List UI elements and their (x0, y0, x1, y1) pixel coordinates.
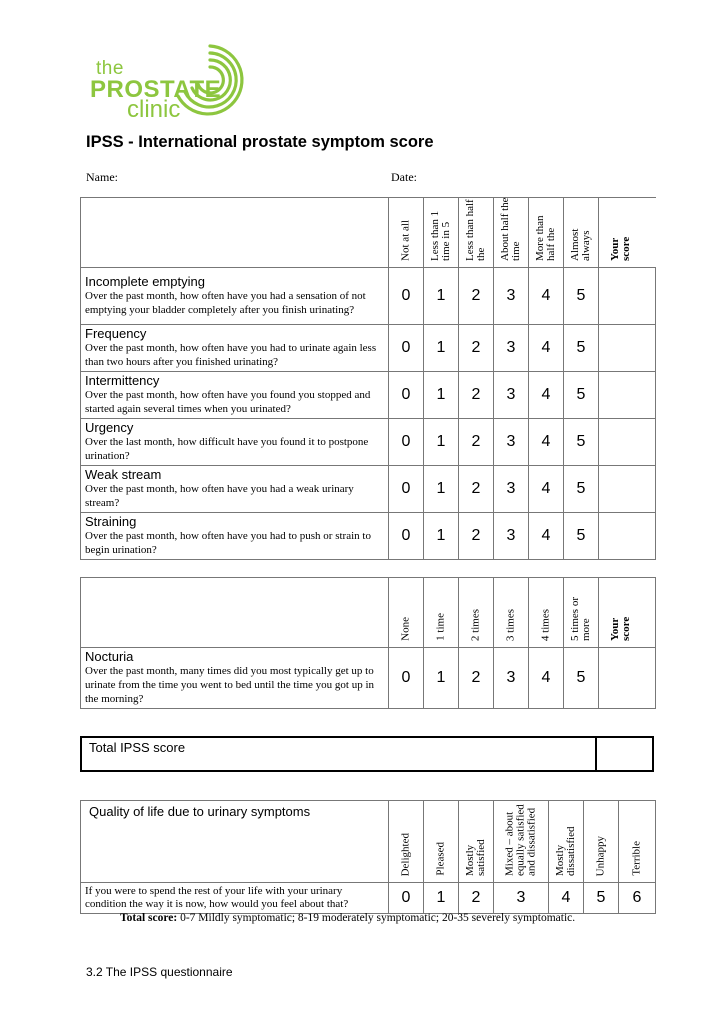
score-option[interactable]: 3 (494, 513, 529, 560)
your-score-cell[interactable] (599, 325, 656, 372)
question-cell (81, 372, 389, 419)
question-text: Over the past month, how often have you had to push or strain to begin urination? (85, 530, 371, 556)
table-row (81, 466, 656, 513)
score-option[interactable]: 1 (424, 648, 459, 709)
score-option[interactable]: 0 (389, 883, 424, 914)
symptoms-header-row (81, 198, 656, 268)
score-option[interactable]: 0 (389, 268, 424, 325)
header-label: Less than half the (464, 199, 487, 261)
header-cell (459, 578, 494, 648)
score-option[interactable]: 0 (389, 648, 424, 709)
score-option[interactable]: 1 (424, 466, 459, 513)
header-cell (494, 578, 529, 648)
score-option[interactable]: 3 (494, 883, 549, 914)
score-option[interactable]: 5 (564, 466, 599, 513)
table-row (81, 268, 656, 325)
table-row (81, 325, 656, 372)
question-cell (81, 513, 389, 560)
table-row (81, 513, 656, 560)
total-divider (595, 738, 597, 770)
score-option[interactable]: 4 (529, 268, 564, 325)
header-label: Delighted (399, 832, 412, 876)
header-cell (494, 801, 549, 883)
score-option[interactable]: 5 (564, 372, 599, 419)
score-option[interactable]: 1 (424, 513, 459, 560)
score-option[interactable]: 3 (494, 648, 529, 709)
header-cell (494, 198, 529, 268)
score-option[interactable]: 0 (389, 466, 424, 513)
logo-prostate: PROSTATE (90, 76, 222, 103)
your-score-cell[interactable] (599, 466, 656, 513)
logo-the: the (96, 58, 124, 79)
legend-bold: Total score: (120, 912, 178, 924)
score-option[interactable]: 3 (494, 372, 529, 419)
question-cell (81, 466, 389, 513)
score-option[interactable]: 1 (424, 883, 459, 914)
score-option[interactable]: 1 (424, 419, 459, 466)
score-option[interactable]: 5 (564, 648, 599, 709)
header-label: Not at all (399, 220, 412, 261)
header-cell (564, 578, 599, 648)
score-option[interactable]: 2 (459, 648, 494, 709)
nocturia-header-row (81, 578, 656, 648)
score-option[interactable]: 4 (549, 883, 584, 914)
header-label: 3 times (504, 608, 517, 641)
score-option[interactable]: 3 (494, 325, 529, 372)
question-text: If you were to spend the rest of your life with your urinary condition the way it is now, how would you feel about that? (85, 885, 349, 910)
score-option[interactable]: 0 (389, 372, 424, 419)
score-option[interactable]: 5 (564, 325, 599, 372)
question-title: Intermittency (85, 373, 160, 388)
header-label: Pleased (434, 842, 447, 876)
page-title: IPSS - International prostate symptom score (86, 133, 434, 151)
question-title: Nocturia (85, 649, 134, 664)
score-option[interactable]: 5 (564, 513, 599, 560)
score-legend (120, 912, 575, 924)
score-option[interactable]: 3 (494, 268, 529, 325)
score-option[interactable]: 3 (494, 419, 529, 466)
score-option[interactable]: 4 (529, 419, 564, 466)
header-label-your-score: Your score (609, 616, 632, 641)
your-score-cell[interactable] (599, 372, 656, 419)
score-option[interactable]: 2 (459, 466, 494, 513)
question-cell (81, 419, 389, 466)
question-text: Over the past month, how often have you had to urinate again less than two hours after you finished urinating? (85, 342, 377, 368)
table-row (81, 372, 656, 419)
header-label: Mostly satisfied (464, 839, 487, 876)
question-title: Straining (85, 514, 137, 529)
header-label: 4 times (539, 608, 552, 641)
header-cell (389, 578, 424, 648)
score-option[interactable]: 1 (424, 325, 459, 372)
header-cell (459, 801, 494, 883)
header-label: Less than 1 time in 5 (429, 210, 452, 261)
score-option[interactable]: 1 (424, 268, 459, 325)
header-cell (529, 198, 564, 268)
question-cell (81, 268, 389, 325)
question-text: Over the past month, many times did you most typically get up to urinate from the time you went to bed until the time you got up in the morning? (85, 665, 375, 705)
score-option[interactable]: 3 (494, 466, 529, 513)
header-cell-your-score (599, 198, 656, 268)
header-label: Mixed – about equally satisfied and dissatisfied (503, 804, 538, 876)
score-option[interactable]: 2 (459, 513, 494, 560)
header-blank (81, 578, 389, 648)
header-label: 2 times (469, 608, 482, 641)
header-label: More than half the (534, 215, 557, 261)
your-score-cell[interactable] (599, 648, 656, 709)
score-option[interactable]: 4 (529, 466, 564, 513)
score-option[interactable]: 4 (529, 513, 564, 560)
header-cell (529, 578, 564, 648)
question-title: Urgency (85, 420, 134, 435)
header-label: About half the time (499, 197, 522, 261)
score-option[interactable]: 5 (564, 268, 599, 325)
header-cell (619, 801, 656, 883)
table-row (81, 883, 656, 914)
header-label: Unhappy (594, 835, 607, 876)
header-cell (424, 578, 459, 648)
header-cell (389, 198, 424, 268)
name-label: Name: (86, 170, 118, 184)
qol-header-row (81, 801, 656, 883)
logo-clinic: clinic (127, 96, 181, 123)
header-cell (424, 801, 459, 883)
question-title: Frequency (85, 326, 147, 341)
question-text: Over the past month, how often have you had a weak urinary stream? (85, 483, 354, 509)
header-cell (564, 198, 599, 268)
header-cell (389, 801, 424, 883)
score-option[interactable]: 2 (459, 268, 494, 325)
question-cell (81, 648, 389, 709)
footer-caption: 3.2 The IPSS questionnaire (86, 965, 233, 979)
date-label: Date: (391, 170, 417, 184)
your-score-cell[interactable] (599, 513, 656, 560)
header-cell (459, 198, 494, 268)
your-score-cell[interactable] (599, 419, 656, 466)
nocturia-table (80, 577, 656, 709)
total-ipss-score-box (80, 736, 654, 772)
score-option[interactable]: 2 (459, 372, 494, 419)
symptoms-table (80, 197, 656, 560)
qol-title-cell (81, 801, 389, 883)
score-option[interactable]: 0 (389, 513, 424, 560)
question-title: Weak stream (85, 467, 162, 482)
score-option[interactable]: 0 (389, 419, 424, 466)
header-label: None (399, 617, 412, 641)
question-text: Over the last month, how difficult have you found it to postpone urination? (85, 436, 369, 462)
score-option[interactable]: 4 (529, 648, 564, 709)
header-cell (584, 801, 619, 883)
score-option[interactable]: 4 (529, 325, 564, 372)
header-cell (424, 198, 459, 268)
header-label: 5 times or more (569, 597, 592, 641)
score-option[interactable]: 6 (619, 883, 656, 914)
score-option[interactable]: 5 (584, 883, 619, 914)
score-option[interactable]: 2 (459, 883, 494, 914)
header-label: 1 time (434, 613, 447, 641)
total-ipss-label: Total IPSS score (89, 740, 186, 755)
prostate-clinic-logo (90, 38, 250, 123)
header-label-your-score: Your score (609, 236, 632, 261)
table-row (81, 419, 656, 466)
header-label: Almost always (569, 228, 592, 261)
qol-title: Quality of life due to urinary symptoms (89, 804, 311, 819)
legend-text: 0-7 Mildly symptomatic; 8-19 moderately symptomatic; 20-35 severely symptomatic. (177, 912, 576, 924)
header-cell-your-score (599, 578, 656, 648)
question-text: Over the past month, how often have you had a sensation of not emptying your bladder completely after you finish urinating? (85, 290, 366, 316)
score-option[interactable]: 2 (459, 325, 494, 372)
header-label: Mostly dissatisfied (554, 826, 577, 876)
question-cell (81, 883, 389, 914)
score-option[interactable]: 4 (529, 372, 564, 419)
score-option[interactable]: 5 (564, 419, 599, 466)
table-row (81, 648, 656, 709)
question-text: Over the past month, how often have you found you stopped and started again several times when you urinated? (85, 389, 371, 415)
question-cell (81, 325, 389, 372)
header-blank (81, 198, 389, 268)
score-option[interactable]: 0 (389, 325, 424, 372)
header-label: Terrible (630, 841, 643, 876)
score-option[interactable]: 2 (459, 419, 494, 466)
logo-rings-icon (168, 38, 252, 122)
your-score-cell[interactable] (599, 268, 656, 325)
header-cell (549, 801, 584, 883)
quality-of-life-table (80, 800, 656, 914)
score-option[interactable]: 1 (424, 372, 459, 419)
question-title: Incomplete emptying (85, 274, 205, 289)
